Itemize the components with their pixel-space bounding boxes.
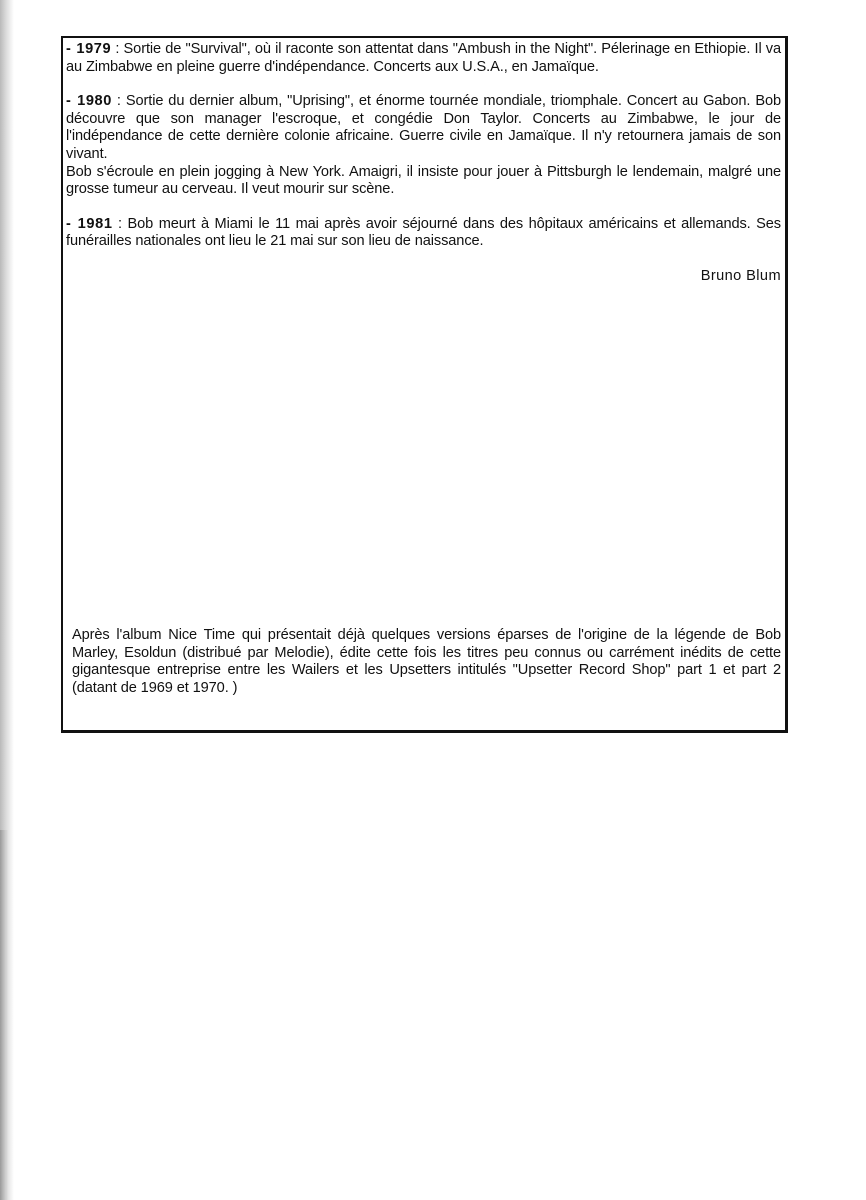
- year-label: - 1981: [66, 215, 113, 232]
- entry-text: : Bob meurt à Miami le 11 mai après avoir séjourné dans des hôpitaux américains et allemands. Ses funérailles nationales ont lieu le 21 mai sur son lieu de naissance.: [66, 215, 781, 250]
- timeline-content: [66, 41, 781, 286]
- year-label: - 1980: [66, 93, 112, 110]
- biography-box: [61, 36, 788, 733]
- year-label: - 1979: [66, 41, 112, 57]
- entry-1981: [66, 216, 781, 251]
- entry-1979: [66, 41, 781, 76]
- album-note: Après l'album Nice Time qui présentait déjà quelques versions éparses de l'origine de la légende de Bob Marley, Esoldun (distribué par Melodie), édite cette fois les titres peu connus ou carrément inédits de cette gigantesque entreprise entre les Wailers et les Upsetters intitulés "Upsetter Record Shop" part 1 et part 2 (datant de 1969 et 1970. ): [72, 627, 781, 696]
- scan-shadow-edge-lower: [0, 830, 8, 1200]
- entry-text: : Sortie du dernier album, "Uprising", et énorme tournée mondiale, triomphale. Concert au Gabon. Bob découvre que son manager l'escroque, et congédie Don Taylor. Concerts au Zimbabwe, le jour de l'indépendance de cette dernière colonie africaine. Guerre civile en Jamaïque. Il n'y retournera jamais de son vivant.: [66, 93, 781, 162]
- entry-text-continued: Bob s'écroule en plein jogging à New York. Amaigri, il insiste pour jouer à Pittsburgh le lendemain, malgré une grosse tumeur au cerveau. Il veut mourir sur scène.: [66, 163, 781, 198]
- author-signature: Bruno Blum: [700, 267, 781, 284]
- entry-1980: [66, 93, 781, 199]
- entry-text: : Sortie de "Survival", où il raconte son attentat dans "Ambush in the Night". Pélerinage en Ethiopie. Il va au Zimbabwe en pleine guerre d'indépendance. Concerts aux U.S.A., en Jamaïque.: [66, 41, 781, 75]
